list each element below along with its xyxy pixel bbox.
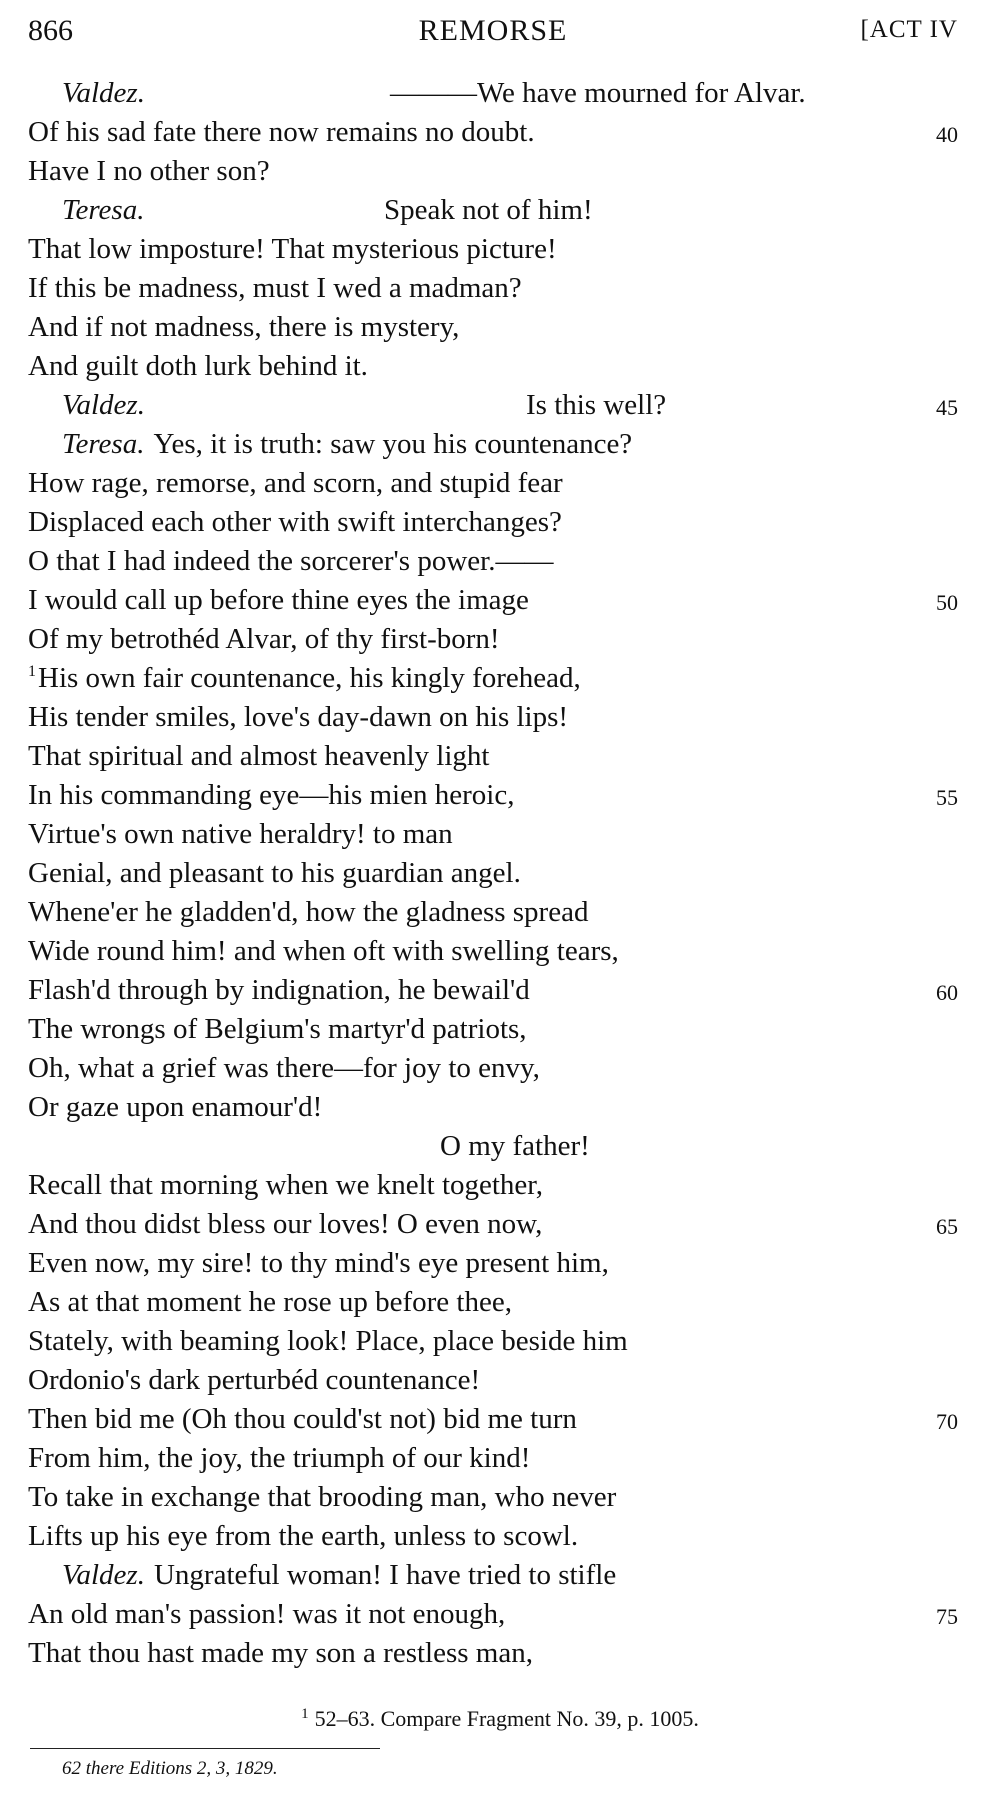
running-title: REMORSE [418,14,568,47]
line-number: 45 [936,395,958,420]
line-text: In his commanding eye—his mien heroic, [28,779,515,811]
line-content [62,74,806,113]
line-content [28,659,581,698]
line-text: If this be madness, must I wed a madman? [28,272,522,304]
line-number: 75 [936,1604,958,1629]
line-text: To take in exchange that brooding man, who never [28,1481,617,1513]
line-text: That low imposture! That mysterious picture! [28,233,557,265]
line-content [28,698,568,737]
verse-line [28,308,958,347]
line-text: Speak not of him! [384,194,593,226]
line-text: Displaced each other with swift interchanges? [28,506,562,538]
line-number: 50 [936,590,958,615]
line-content [28,1400,577,1439]
verse-line [28,1088,958,1127]
line-text: Ungrateful woman! I have tried to stifle [153,1559,617,1591]
line-content [28,971,530,1010]
line-text: Have I no other son? [28,155,270,187]
line-text: The wrongs of Belgium's martyr'd patriots, [28,1013,527,1045]
line-text: And if not madness, there is mystery, [28,311,460,343]
line-text: ———We have mourned for Alvar. [390,77,806,109]
line-text: And guilt doth lurk behind it. [28,350,368,382]
verse-line [28,347,958,386]
line-text: His tender smiles, love's day-dawn on his lips! [28,701,569,733]
line-text: Even now, my sire! to thy mind's eye present him, [28,1247,609,1279]
running-header [28,10,958,58]
line-content [28,1283,512,1322]
line-text: That spiritual and almost heavenly light [28,740,490,772]
line-number: 60 [936,980,958,1005]
verse-line [28,1205,958,1244]
line-text: From him, the joy, the triumph of our kind! [28,1442,531,1474]
line-text: Virtue's own native heraldry! to man [28,818,453,850]
verse-line [28,1400,958,1439]
line-content [62,1556,616,1595]
verse-line [28,113,958,152]
speaker-name: Valdez. [62,389,145,421]
line-content [28,308,459,347]
line-content [28,1010,527,1049]
verse-line [28,425,958,464]
footnote-rule [30,1748,380,1749]
line-content [28,1478,616,1517]
act-label: [ACT IV [860,16,958,43]
line-text: Of his sad fate there now remains no doubt. [28,116,535,148]
line-text: Lifts up his eye from the earth, unless to scowl. [28,1520,579,1552]
verse-line [28,74,958,113]
speaker-name: Valdez. [62,1559,145,1591]
line-content [28,464,563,503]
line-content [28,1166,543,1205]
line-content [28,932,619,971]
line-content [28,854,521,893]
speaker-name: Teresa. [62,194,145,226]
verse-line [28,386,958,425]
verse-line [28,971,958,1010]
line-text: Or gaze upon enamour'd! [28,1091,323,1123]
line-text: Ordonio's dark perturbéd countenance! [28,1364,481,1396]
line-number: 40 [936,122,958,147]
verse-line [28,581,958,620]
line-content [28,893,588,932]
line-content [28,1322,628,1361]
line-content [28,1634,533,1673]
verse-line [28,464,958,503]
line-content [28,1595,505,1634]
line-content [62,425,632,464]
line-number: 65 [936,1214,958,1239]
line-text: How rage, remorse, and scorn, and stupid fear [28,467,563,499]
line-content [28,1244,609,1283]
verse-line [28,1166,958,1205]
footnote [0,1706,1000,1732]
line-content [28,581,529,620]
verse-line [28,1478,958,1517]
line-content [28,269,522,308]
line-content [28,230,557,269]
line-content [28,113,535,152]
line-text: Wide round him! and when oft with swelling tears, [28,935,619,967]
line-text: His own fair countenance, his kingly forehead, [38,662,581,694]
verse-line [28,893,958,932]
speaker-name: Teresa. [62,428,145,460]
variant-note: 62 there Editions 2, 3, 1829. [62,1758,278,1779]
verse-line [28,1439,958,1478]
verse-line [28,1127,958,1166]
line-content [28,1517,578,1556]
footnote-marker: 1 [301,1705,309,1722]
verse-line [28,815,958,854]
verse-line [28,152,958,191]
line-text: Of my betrothéd Alvar, of thy first-born! [28,623,500,655]
verse-line [28,503,958,542]
line-content [28,347,368,386]
verse-line [28,1283,958,1322]
line-content [28,1439,530,1478]
line-text: Oh, what a grief was there—for joy to envy, [28,1052,540,1084]
line-text: O my father! [440,1130,590,1162]
line-text: Genial, and pleasant to his guardian angel. [28,857,521,889]
verse-line [28,1634,958,1673]
line-content [62,191,593,230]
verse-line [28,1517,958,1556]
verse-line [28,620,958,659]
verse-line [28,1244,958,1283]
line-content [28,737,489,776]
verse-text [28,74,958,1673]
line-content [28,776,514,815]
verse-line [28,542,958,581]
line-text: An old man's passion! was it not enough, [28,1598,506,1630]
line-text: Recall that morning when we knelt together, [28,1169,544,1201]
verse-line [28,1322,958,1361]
verse-line [28,269,958,308]
verse-line [28,191,958,230]
verse-line [28,932,958,971]
verse-line [28,1361,958,1400]
line-text: Whene'er he gladden'd, how the gladness spread [28,896,589,928]
speaker-name: Valdez. [62,77,145,109]
verse-line [28,659,958,698]
verse-line [28,698,958,737]
line-content [28,815,453,854]
verse-line [28,1010,958,1049]
footnote-text: 52–63. Compare Fragment No. 39, p. 1005. [314,1706,699,1731]
line-content [28,620,500,659]
line-content [28,542,553,581]
line-number: 70 [936,1409,958,1434]
line-content [28,1049,540,1088]
line-content [28,1205,542,1244]
verse-line [28,776,958,815]
line-number: 55 [936,785,958,810]
verse-line [28,737,958,776]
line-content [28,1088,322,1127]
line-text: O that I had indeed the sorcerer's power.—— [28,545,554,577]
verse-line [28,1595,958,1634]
verse-line [28,1556,958,1595]
line-content [28,152,270,191]
line-content [28,1361,480,1400]
line-text: Flash'd through by indignation, he bewail'd [28,974,530,1006]
line-text: Is this well? [526,389,667,421]
line-content [62,386,667,425]
line-text: Then bid me (Oh thou could'st not) bid me turn [28,1403,577,1435]
line-content [440,1127,590,1166]
note-marker: 1 [28,663,36,681]
verse-line [28,1049,958,1088]
verse-line [28,854,958,893]
line-text: Stately, with beaming look! Place, place beside him [28,1325,628,1357]
line-text: Yes, it is truth: saw you his countenance? [153,428,633,460]
line-text: And thou didst bless our loves! O even now, [28,1208,543,1240]
line-text: As at that moment he rose up before thee, [28,1286,512,1318]
page-number: 866 [28,14,73,47]
line-content [28,503,562,542]
line-text: I would call up before thine eyes the image [28,584,529,616]
line-text: That thou hast made my son a restless man, [28,1637,533,1669]
verse-line [28,230,958,269]
